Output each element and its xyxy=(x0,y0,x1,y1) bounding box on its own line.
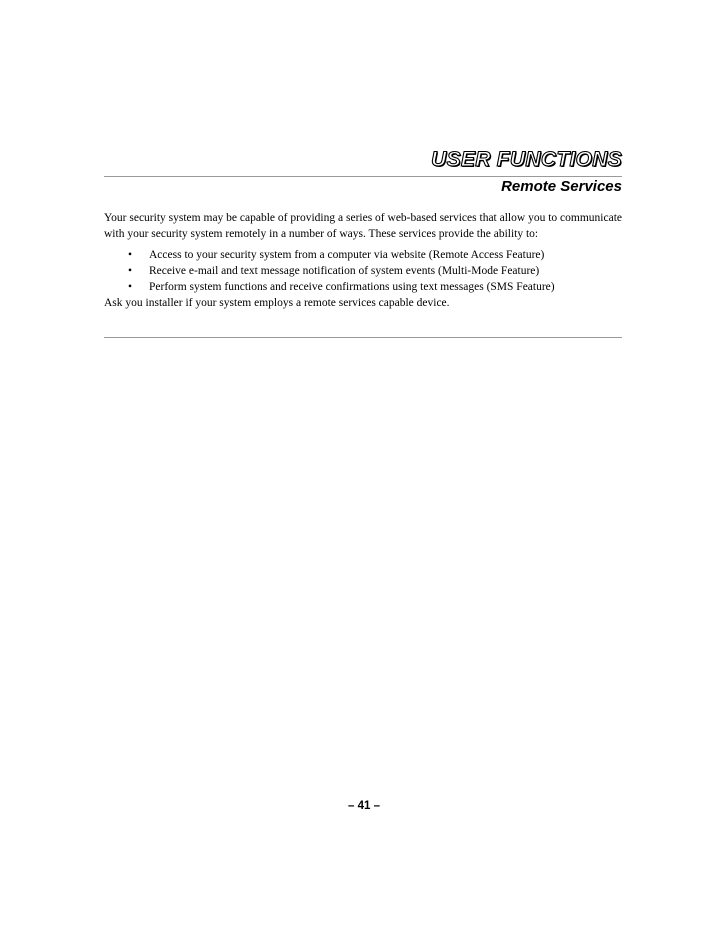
list-item-text: Receive e-mail and text message notification of system events (Multi-Mode Feature) xyxy=(149,265,540,277)
bullet-icon: • xyxy=(128,281,133,293)
page-number: – 41 – xyxy=(348,800,380,812)
list-item-text: Perform system functions and receive confirmations using text messages (SMS Feature) xyxy=(149,281,555,293)
section-end-rule xyxy=(104,337,622,338)
section-title: Remote Services xyxy=(501,178,622,195)
list-item-text: Access to your security system from a computer via website (Remote Access Feature) xyxy=(149,249,545,261)
list-item xyxy=(104,247,622,263)
intro-paragraph: Your security system may be capable of providing a series of web-based services that allow you to communicate with your security system remotely in a number of ways. These services provide the ability to: xyxy=(104,212,622,240)
closing-paragraph: Ask you installer if your system employs a remote services capable device. xyxy=(104,297,450,309)
bullet-icon: • xyxy=(128,265,133,277)
header-rule xyxy=(104,176,622,177)
bullet-icon: • xyxy=(128,249,133,261)
feature-list xyxy=(104,247,622,295)
list-item xyxy=(104,279,622,295)
list-item xyxy=(104,263,622,279)
chapter-title: USER FUNCTIONS xyxy=(431,148,622,171)
body-content xyxy=(104,210,622,311)
